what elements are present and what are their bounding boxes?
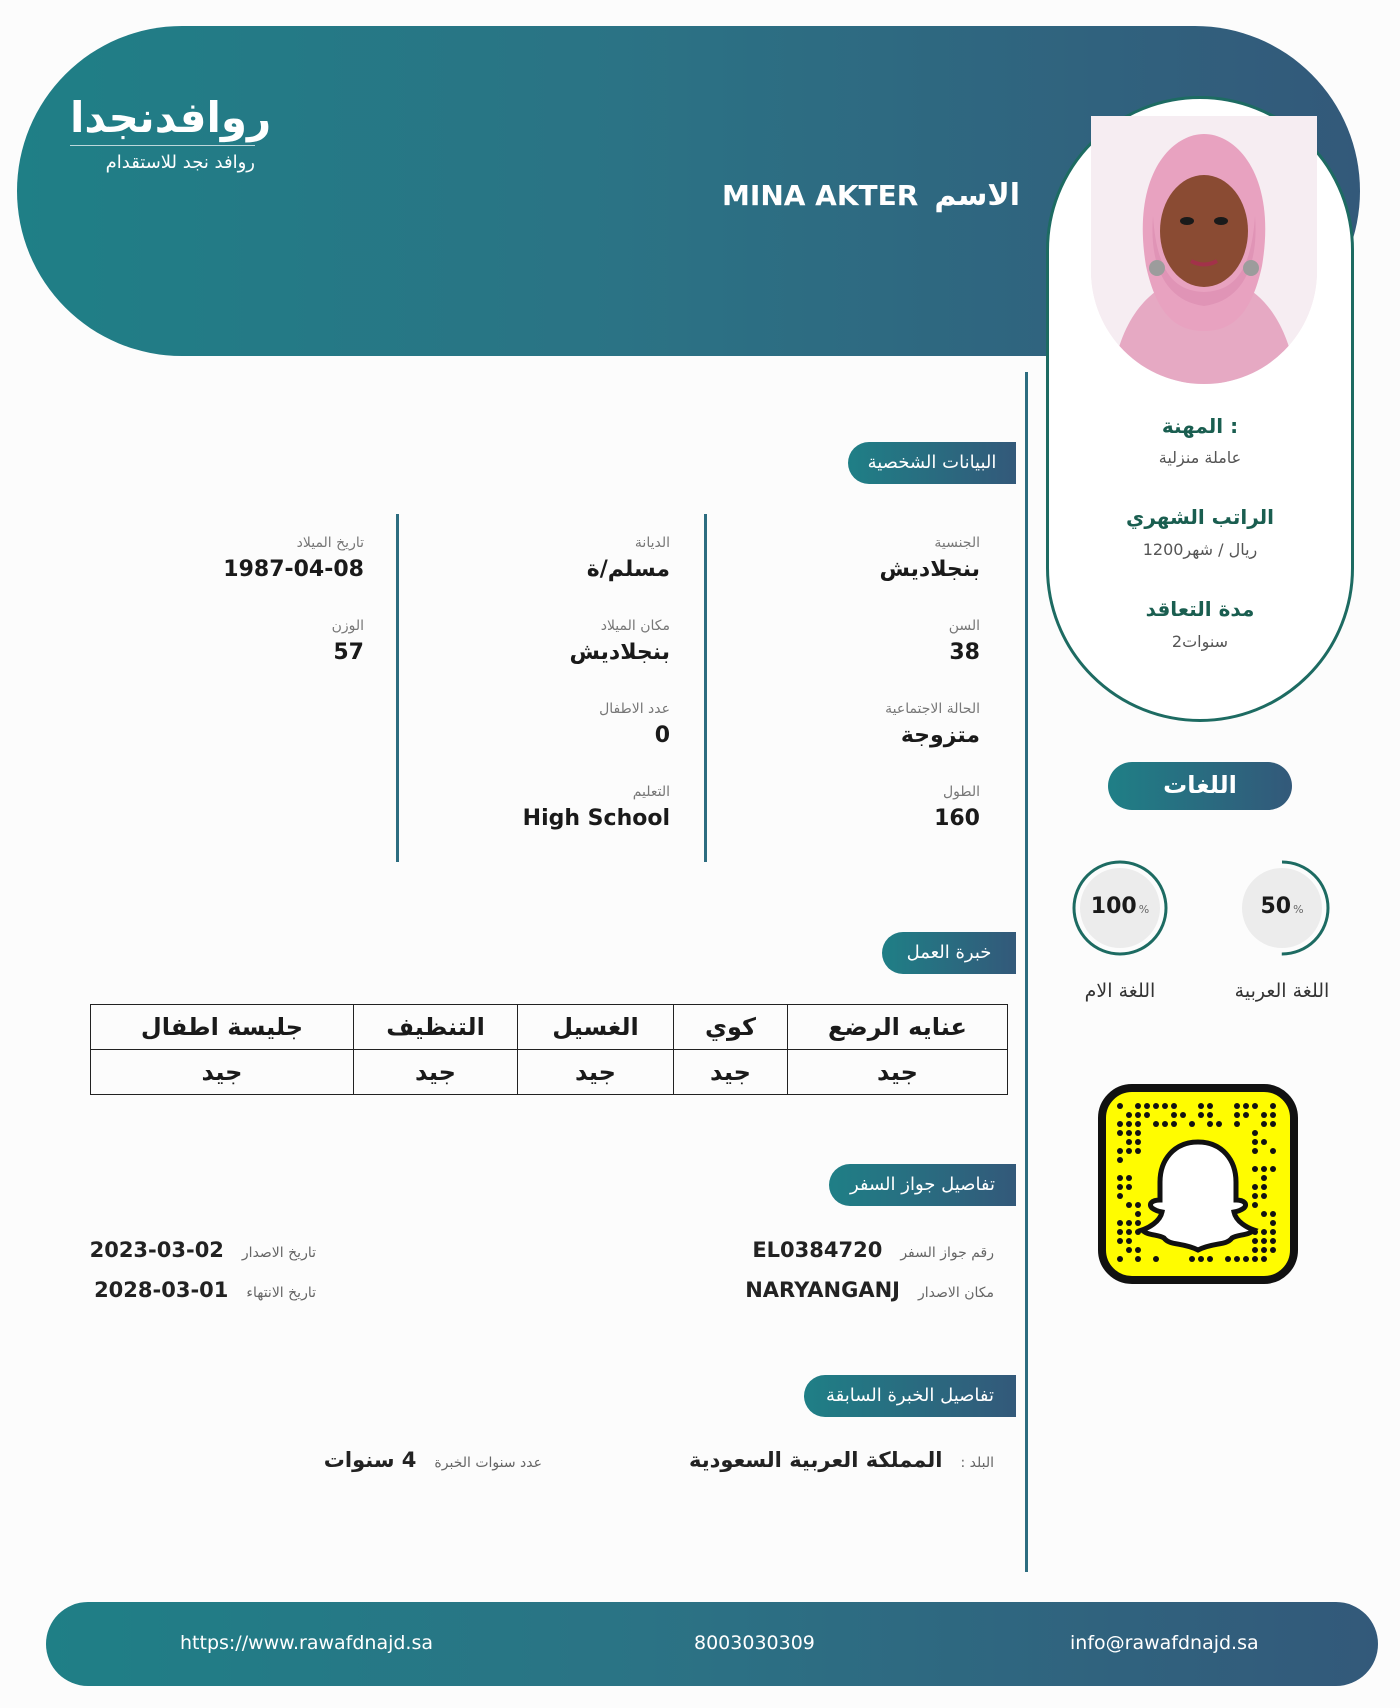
snapcode-dot <box>1252 1238 1258 1244</box>
arabic-percent <box>1232 894 1332 919</box>
snapcode-dot <box>1117 1175 1123 1181</box>
table-header-cell: الغسيل <box>518 1005 674 1050</box>
snapcode-dot <box>1270 1166 1276 1172</box>
table-header-cell: التنظيف <box>354 1005 518 1050</box>
salary-label: الراتب الشهري <box>1126 505 1274 529</box>
snapcode-dot <box>1243 1103 1249 1109</box>
timeline-line <box>1025 372 1028 1572</box>
snapcode-dot <box>1135 1103 1141 1109</box>
snapcode-dot <box>1234 1256 1240 1262</box>
snapcode-dot <box>1252 1166 1258 1172</box>
field-children <box>450 701 670 748</box>
previous-years-row <box>324 1448 542 1472</box>
passport-expiry-value: 2028-03-01 <box>94 1278 229 1302</box>
snapcode-dot <box>1135 1139 1141 1145</box>
snapcode-dot <box>1144 1103 1150 1109</box>
snapcode-dot <box>1189 1121 1195 1127</box>
field-nationality <box>760 535 980 582</box>
snapcode-dot <box>1243 1256 1249 1262</box>
snapcode-dot <box>1117 1193 1123 1199</box>
snapcode-dot <box>1261 1211 1267 1217</box>
table-cell: جيد <box>788 1050 1008 1095</box>
field-age <box>760 618 980 665</box>
field-label: عدد الاطفال <box>599 701 670 717</box>
snapcode-dot <box>1117 1121 1123 1127</box>
section-previous-experience: تفاصيل الخبرة السابقة <box>804 1375 1016 1417</box>
previous-country-value: المملكة العربية السعودية <box>689 1448 943 1472</box>
section-personal-data: البيانات الشخصية <box>848 442 1016 484</box>
passport-expiry-label: تاريخ الانتهاء <box>246 1285 316 1301</box>
logo-subtitle: روافد نجد للاستقدام <box>105 152 255 173</box>
snapcode-dot <box>1234 1112 1240 1118</box>
field-religion <box>450 535 670 582</box>
skills-table <box>90 1004 1008 1095</box>
snapcode-dot <box>1252 1256 1258 1262</box>
contract-value: 2سنوات <box>1171 632 1229 651</box>
profession-value: عاملة منزلية <box>1158 448 1242 467</box>
table-header-cell: عنايه الرضع <box>788 1005 1008 1050</box>
passport-place-row <box>745 1278 994 1302</box>
snapcode-dot <box>1270 1121 1276 1127</box>
snapcode-dot <box>1198 1256 1204 1262</box>
snapcode-dot <box>1252 1139 1258 1145</box>
snapcode-dot <box>1126 1130 1132 1136</box>
snapcode-dot <box>1261 1112 1267 1118</box>
native-percent-value: 100 <box>1090 894 1137 919</box>
snapcode-dot <box>1126 1112 1132 1118</box>
logo-divider <box>70 145 255 146</box>
native-gauge <box>1070 858 1170 958</box>
snapcode-dot <box>1153 1103 1159 1109</box>
field-birthplace <box>450 618 670 665</box>
table-row <box>91 1050 1008 1095</box>
snapcode-dot <box>1117 1220 1123 1226</box>
snapcode-dot <box>1135 1256 1141 1262</box>
snapcode-dot <box>1126 1121 1132 1127</box>
snapcode-dot <box>1117 1130 1123 1136</box>
snapcode-dot <box>1261 1238 1267 1244</box>
field-value: مسلم/ة <box>586 557 670 582</box>
table-cell: جيد <box>674 1050 788 1095</box>
name-value: MINA AKTER <box>722 179 919 212</box>
snapcode-dot <box>1117 1148 1123 1154</box>
footer-bar <box>46 1602 1378 1686</box>
person-portrait-icon <box>1091 116 1317 384</box>
previous-country-label: البلد : <box>960 1455 994 1471</box>
snapcode-dot <box>1261 1247 1267 1253</box>
snapcode-dot <box>1270 1247 1276 1253</box>
snapchat-ghost-icon[interactable] <box>1098 1084 1298 1284</box>
native-percent <box>1070 894 1170 919</box>
snapcode-dot <box>1153 1121 1159 1127</box>
native-language-label: اللغة الام <box>1084 980 1156 1002</box>
snapcode-dot <box>1207 1103 1213 1109</box>
contract-label: مدة التعاقد <box>1145 597 1255 621</box>
snapcode-dot <box>1270 1238 1276 1244</box>
field-label: تاريخ الميلاد <box>296 535 364 551</box>
snapcode-dot <box>1180 1112 1186 1118</box>
snapcode-dot <box>1162 1121 1168 1127</box>
name-row <box>722 178 1020 213</box>
field-value: 1987-04-08 <box>223 557 364 582</box>
snapcode-dot <box>1198 1103 1204 1109</box>
snapcode-dot <box>1198 1112 1204 1118</box>
field-label: مكان الميلاد <box>600 618 670 634</box>
snapcode-dot <box>1135 1247 1141 1253</box>
snapcode-dot <box>1270 1103 1276 1109</box>
snapcode-dot <box>1117 1157 1123 1163</box>
field-label: التعليم <box>632 784 670 800</box>
passport-issue-value: 2023-03-02 <box>89 1238 224 1262</box>
passport-place-label: مكان الاصدار <box>918 1285 994 1301</box>
table-cell: جيد <box>91 1050 354 1095</box>
field-value: 57 <box>333 640 364 665</box>
snapcode-dot <box>1135 1112 1141 1118</box>
field-weight <box>144 618 364 665</box>
snapcode-dot <box>1162 1103 1168 1109</box>
snapcode-dot <box>1225 1256 1231 1262</box>
snapcode[interactable] <box>1098 1084 1298 1284</box>
snapcode-dot <box>1261 1193 1267 1199</box>
snapcode-dot <box>1135 1130 1141 1136</box>
arabic-language-label: اللغة العربية <box>1234 980 1330 1002</box>
field-label: السن <box>948 618 980 634</box>
snapcode-dot <box>1252 1103 1258 1109</box>
snapcode-dot <box>1207 1121 1213 1127</box>
snapcode-dot <box>1126 1202 1132 1208</box>
field-value: 0 <box>654 723 670 748</box>
field-value: بنجلاديش <box>569 640 670 665</box>
table-cell: جيد <box>354 1050 518 1095</box>
snapcode-dot <box>1126 1220 1132 1226</box>
snapcode-dot <box>1261 1229 1267 1235</box>
snapcode-dot <box>1270 1220 1276 1226</box>
snapcode-dot <box>1135 1220 1141 1226</box>
snapcode-dot <box>1252 1148 1258 1154</box>
snapcode-dot <box>1207 1256 1213 1262</box>
snapcode-dot <box>1117 1184 1123 1190</box>
snapcode-dot <box>1216 1121 1222 1127</box>
snapcode-dot <box>1261 1139 1267 1145</box>
snapcode-dot <box>1126 1229 1132 1235</box>
snapcode-dot <box>1117 1238 1123 1244</box>
field-value: High School <box>522 806 670 831</box>
website-link[interactable]: https://www.rawafdnajd.sa <box>180 1632 434 1654</box>
snapcode-dot <box>1126 1238 1132 1244</box>
field-birthdate <box>144 535 364 582</box>
field-label: الطول <box>942 784 980 800</box>
arabic-gauge <box>1232 858 1332 958</box>
field-value: 38 <box>949 640 980 665</box>
snapcode-dot <box>1261 1121 1267 1127</box>
field-marital-status <box>760 701 980 748</box>
field-value: بنجلاديش <box>879 557 980 582</box>
logo-mark: روافدنجدا <box>70 93 272 142</box>
snapcode-dot <box>1270 1148 1276 1154</box>
snapcode-dot <box>1117 1256 1123 1262</box>
salary-value: 1200ريال / شهر <box>1142 540 1258 559</box>
field-label: الديانة <box>634 535 670 551</box>
snapcode-dot <box>1261 1256 1267 1262</box>
snapcode-dot <box>1126 1148 1132 1154</box>
snapcode-dot <box>1270 1229 1276 1235</box>
field-label: الوزن <box>331 618 364 634</box>
languages-title: اللغات <box>1108 762 1292 810</box>
passport-number-value: EL0384720 <box>752 1238 883 1262</box>
field-value: متزوجة <box>900 723 980 748</box>
snapcode-dot <box>1252 1184 1258 1190</box>
snapcode-dot <box>1126 1247 1132 1253</box>
arabic-percent-value: 50 <box>1260 894 1292 919</box>
snapcode-dot <box>1252 1202 1258 1208</box>
profile-photo <box>1091 116 1317 384</box>
snapcode-dot <box>1252 1193 1258 1199</box>
snapcode-dot <box>1270 1211 1276 1217</box>
snapcode-dot <box>1171 1103 1177 1109</box>
snapcode-dot <box>1144 1112 1150 1118</box>
snapcode-dot <box>1234 1103 1240 1109</box>
snapcode-dot <box>1189 1256 1195 1262</box>
passport-issue-label: تاريخ الاصدار <box>241 1245 316 1261</box>
snapcode-dot <box>1126 1139 1132 1145</box>
passport-expiry-row <box>94 1278 316 1302</box>
field-label: الجنسية <box>934 535 980 551</box>
phone-number[interactable]: 8003030309 <box>694 1632 815 1654</box>
name-label: الاسم <box>934 178 1020 213</box>
snapcode-dot <box>1153 1256 1159 1262</box>
snapcode-dot <box>1171 1121 1177 1127</box>
snapcode-dot <box>1234 1121 1240 1127</box>
field-label: الحالة الاجتماعية <box>885 701 980 717</box>
profession-label: المهنة : <box>1161 414 1239 438</box>
passport-number-label: رقم جواز السفر <box>900 1245 994 1261</box>
snapcode-dot <box>1243 1112 1249 1118</box>
section-passport: تفاصيل جواز السفر <box>829 1164 1016 1206</box>
field-value: 160 <box>934 806 980 831</box>
snapcode-dot <box>1261 1175 1267 1181</box>
company-logo <box>70 93 272 174</box>
previous-years-value: 4 سنوات <box>323 1448 417 1472</box>
snapcode-dot <box>1135 1211 1141 1217</box>
field-education <box>450 784 670 831</box>
snapcode-dot <box>1252 1130 1258 1136</box>
column-divider-1 <box>704 514 707 862</box>
previous-country-row <box>689 1448 994 1472</box>
passport-number-row <box>752 1238 994 1262</box>
passport-issue-row <box>90 1238 316 1262</box>
snapcode-dot <box>1261 1166 1267 1172</box>
table-header-row <box>91 1005 1008 1050</box>
snapcode-dot <box>1171 1112 1177 1118</box>
snapcode-dot <box>1270 1112 1276 1118</box>
snapcode-dot <box>1117 1229 1123 1235</box>
native-percent-symbol: % <box>1138 903 1150 916</box>
snapcode-dot <box>1135 1202 1141 1208</box>
section-work-experience: خبرة العمل <box>882 932 1016 974</box>
snapcode-dot <box>1252 1247 1258 1253</box>
snapcode-dot <box>1207 1112 1213 1118</box>
field-height <box>760 784 980 831</box>
table-header-cell: جليسة اطفال <box>91 1005 354 1050</box>
snapcode-dot <box>1117 1103 1123 1109</box>
snapcode-dot <box>1261 1184 1267 1190</box>
snapcode-dot <box>1126 1175 1132 1181</box>
column-divider-2 <box>396 514 399 862</box>
snapcode-dot <box>1135 1148 1141 1154</box>
passport-place-value: NARYANGANJ <box>745 1278 900 1302</box>
snapcode-dot <box>1135 1121 1141 1127</box>
arabic-percent-symbol: % <box>1293 903 1304 916</box>
table-cell: جيد <box>518 1050 674 1095</box>
previous-years-label: عدد سنوات الخبرة <box>434 1455 542 1471</box>
email-link[interactable]: info@rawafdnajd.sa <box>1070 1632 1259 1654</box>
snapcode-dot <box>1126 1184 1132 1190</box>
table-header-cell: كوي <box>674 1005 788 1050</box>
